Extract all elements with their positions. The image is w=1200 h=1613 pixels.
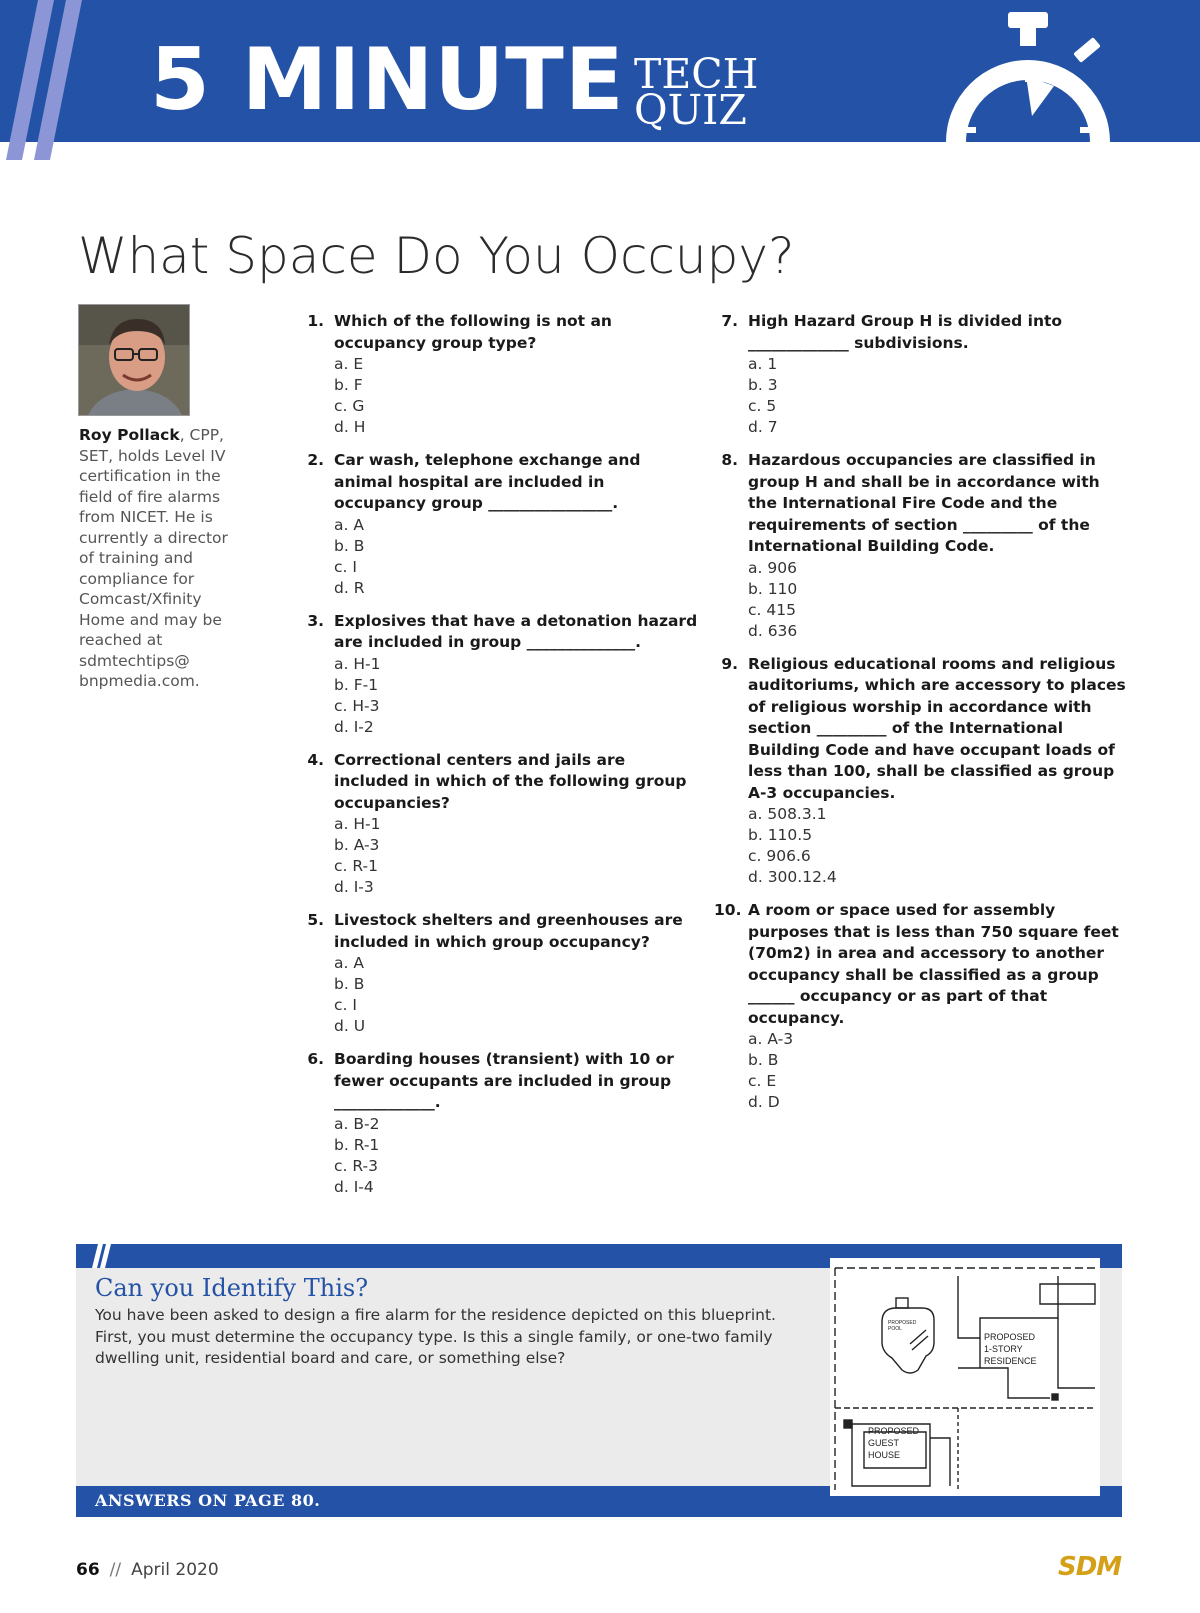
answer-option: b. 110.5	[748, 826, 813, 844]
question-heading	[300, 1049, 700, 1114]
double-slash-icon	[0, 0, 100, 160]
author-photo	[78, 304, 190, 416]
question-heading	[300, 611, 700, 654]
question-item	[300, 611, 700, 738]
question-heading	[300, 311, 700, 354]
blueprint-label: PROPOSED	[888, 1320, 917, 1326]
identify-title: Can you Identify This?	[95, 1274, 369, 1302]
answer-option: a. E	[334, 355, 364, 373]
answer-option: d. I-2	[334, 717, 374, 736]
double-slash-icon	[76, 1244, 116, 1268]
answer-option: c. 906.6	[748, 847, 811, 865]
answer-option: d. I-4	[334, 1177, 374, 1196]
question-text: Correctional centers and jails are included in which of the following group occupancies?	[334, 750, 687, 812]
page-number: 66	[76, 1560, 100, 1580]
author-portrait-image	[79, 305, 190, 416]
blueprint-label: POOL	[888, 1326, 902, 1332]
answer-option: b. B	[748, 1051, 779, 1069]
banner-title: 5 MINUTE	[150, 30, 625, 130]
question-item	[714, 311, 1126, 438]
answer-option: c. E	[748, 1072, 777, 1090]
question-number: 2.	[307, 451, 324, 469]
question-heading	[300, 910, 700, 953]
question-heading	[714, 900, 1126, 1029]
question-number: 10.	[714, 901, 742, 919]
question-item	[714, 900, 1126, 1113]
question-heading	[300, 750, 700, 815]
answer-option: c. 415	[748, 600, 796, 619]
question-item	[300, 311, 700, 438]
answer-option: c. R-1	[334, 857, 378, 875]
question-number: 8.	[721, 451, 738, 469]
answer-option: c. H-3	[334, 696, 380, 715]
answer-option: b. 3	[748, 376, 778, 394]
question-number: 1.	[307, 312, 324, 330]
question-text: Which of the following is not an occupancy group type?	[334, 312, 612, 352]
author-bio-text: , CPP, SET, holds Level IV certification in the field of fire alarms from NICET. He is currently a director of training and compliance for Comcast/Xfinity Home and may be reached at sdmtechtips@ bnpmedia.com.	[79, 426, 228, 690]
question-number: 5.	[307, 911, 324, 929]
answer-option: d. U	[334, 1017, 366, 1035]
answer-option: b. B	[334, 536, 365, 555]
answer-option: d. R	[334, 578, 365, 597]
answer-option: a. A-3	[748, 1030, 794, 1048]
blueprint-label: HOUSE	[868, 1450, 901, 1460]
question-text: Religious educational rooms and religious auditoriums, which are accessory to places of religious worship in accordance with section _________ of the International Building Code and have occupant loads of less than 100, shall be classified as group A-3 occupancies.	[748, 654, 1126, 802]
answer-option: b. F	[334, 376, 363, 394]
answer-option: d. 7	[748, 418, 778, 436]
answer-option: a. H-1	[334, 654, 381, 673]
question-text: Livestock shelters and greenhouses are included in which group occupancy?	[334, 911, 683, 951]
question-heading	[714, 311, 1126, 354]
identify-text: You have been asked to design a fire alarm for the residence depicted on this blueprint. First, you must determine the occupancy type. Is this a single family, or one-two family dwelling unit, residential board and care, or something else?	[95, 1306, 776, 1367]
answer-option: b. 110	[748, 579, 798, 598]
answer-option: a. H-1	[334, 815, 381, 833]
question-item	[300, 450, 700, 599]
question-item	[714, 450, 1126, 642]
question-item	[300, 1049, 700, 1198]
question-number: 9.	[721, 654, 738, 673]
banner-subtitle: TECH QUIZ	[634, 50, 759, 134]
answer-option: c. G	[334, 397, 365, 415]
answer-option: a. A	[334, 515, 364, 534]
blueprint-label: RESIDENCE	[984, 1356, 1037, 1366]
blueprint-label: PROPOSED	[868, 1426, 920, 1436]
header-banner	[0, 0, 1200, 142]
question-heading	[714, 450, 1126, 558]
question-text: Hazardous occupancies are classified in group H and shall be in accordance with the International Fire Code and the requirements of section _________ of the International Building Code.	[748, 451, 1100, 555]
answer-option: d. I-3	[334, 878, 374, 896]
author-name: Roy Pollack	[79, 426, 180, 444]
question-heading	[714, 654, 1126, 805]
brand-logo: SDM	[1058, 1552, 1122, 1582]
answer-option: a. A	[334, 954, 364, 972]
answer-option: b. F-1	[334, 675, 379, 694]
answer-option: b. A-3	[334, 836, 380, 854]
answer-option: d. 636	[748, 621, 798, 640]
answer-option: a. 906	[748, 558, 797, 577]
question-text: Explosives that have a detonation hazard are included in group ______________.	[334, 611, 698, 651]
answer-option: c. 5	[748, 397, 777, 415]
footer-separator: //	[109, 1560, 122, 1580]
blueprint-label: PROPOSED	[984, 1332, 1036, 1342]
page-footer	[76, 1560, 219, 1580]
question-number: 4.	[307, 750, 324, 769]
answer-option: a. 508.3.1	[748, 805, 827, 823]
blueprint-image	[830, 1258, 1100, 1496]
answer-option: c. I	[334, 557, 357, 576]
question-item	[714, 654, 1126, 889]
answer-option: a. 1	[748, 355, 778, 373]
answer-option: b. B	[334, 975, 365, 993]
question-item	[300, 910, 700, 1037]
stopwatch-icon	[940, 8, 1120, 142]
answer-option: a. B-2	[334, 1114, 380, 1133]
answer-option: c. I	[334, 996, 357, 1014]
blueprint-label: GUEST	[868, 1438, 900, 1448]
question-item	[300, 750, 700, 899]
question-text: A room or space used for assembly purposes that is less than 750 square feet (70m2) in area and accessory to another occupancy shall be classified as a group ______ occupancy or as part of that occupancy.	[748, 901, 1119, 1027]
questions-right-column	[714, 311, 1126, 1125]
blueprint-label: 1-STORY	[984, 1344, 1023, 1354]
questions-left-column	[300, 311, 700, 1210]
question-text: High Hazard Group H is divided into _____________ subdivisions.	[748, 312, 1063, 352]
answer-option: d. H	[334, 418, 366, 436]
question-text: Car wash, telephone exchange and animal hospital are included in occupancy group ________________.	[334, 451, 641, 512]
answer-option: d. D	[748, 1093, 780, 1111]
answers-link[interactable]: ANSWERS ON PAGE 80.	[95, 1491, 321, 1510]
author-bio	[79, 425, 244, 692]
page-title: What Space Do You Occupy?	[78, 227, 795, 285]
question-number: 6.	[307, 1050, 324, 1068]
question-number: 7.	[721, 312, 738, 330]
answer-option: d. 300.12.4	[748, 868, 837, 886]
question-number: 3.	[307, 611, 324, 630]
issue-date: April 2020	[131, 1560, 219, 1580]
question-text: Boarding houses (transient) with 10 or fewer occupants are included in group _____________.	[334, 1050, 674, 1111]
answer-option: b. R-1	[334, 1135, 380, 1154]
answer-option: c. R-3	[334, 1156, 378, 1175]
question-heading	[300, 450, 700, 515]
